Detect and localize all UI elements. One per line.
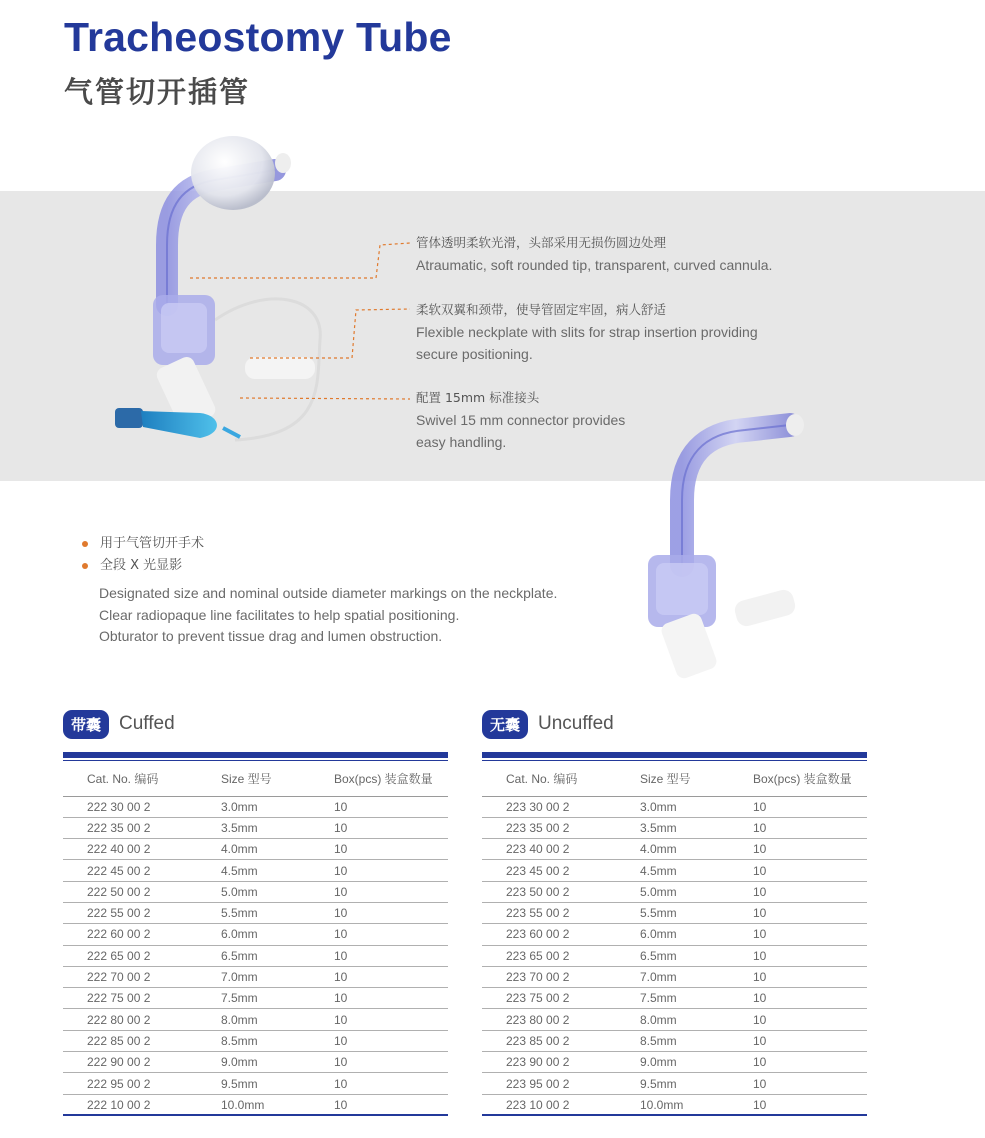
- box-qty-cell: 10: [753, 1009, 867, 1030]
- usage-bullets: [82, 533, 204, 577]
- size-cell: 10.0mm: [221, 1094, 334, 1115]
- cuffed-table-block: [63, 708, 448, 1116]
- table-row: [63, 945, 448, 966]
- table-row: [482, 945, 867, 966]
- cat-no-cell: 223 60 00 2: [482, 924, 640, 945]
- box-qty-cell: 10: [753, 817, 867, 838]
- size-cell: 3.5mm: [221, 817, 334, 838]
- box-qty-cell: 10: [334, 966, 448, 987]
- cat-no-cell: 223 75 00 2: [482, 988, 640, 1009]
- box-qty-cell: 10: [753, 1073, 867, 1094]
- cat-no-cell: 223 65 00 2: [482, 945, 640, 966]
- uncuffed-spec-table: [482, 761, 867, 1116]
- box-qty-cell: 10: [753, 945, 867, 966]
- table-row: [63, 902, 448, 923]
- table-row: [482, 1030, 867, 1051]
- table-row: [63, 966, 448, 987]
- table-row: [63, 860, 448, 881]
- box-qty-cell: 10: [334, 796, 448, 817]
- size-cell: 7.5mm: [640, 988, 753, 1009]
- product-description: Designated size and nominal outside diameter markings on the neckplate. Clear radiopaque line facilitates to help spatial positioning. Obturator to prevent tissue drag and lumen obstruction.: [99, 585, 558, 644]
- table-row: [482, 988, 867, 1009]
- cat-no-cell: 223 80 00 2: [482, 1009, 640, 1030]
- box-qty-cell: 10: [334, 860, 448, 881]
- size-cell: 4.5mm: [221, 860, 334, 881]
- size-cell: 7.0mm: [221, 966, 334, 987]
- box-qty-cell: 10: [753, 796, 867, 817]
- table-row: [482, 924, 867, 945]
- cat-no-cell: 222 45 00 2: [63, 860, 221, 881]
- size-cell: 4.0mm: [640, 839, 753, 860]
- cat-no-cell: 222 40 00 2: [63, 839, 221, 860]
- cat-no-cell: 222 85 00 2: [63, 1030, 221, 1051]
- table-row: [63, 988, 448, 1009]
- cat-no-cell: 223 55 00 2: [482, 902, 640, 923]
- cat-no-cell: 222 10 00 2: [63, 1094, 221, 1115]
- size-cell: 5.5mm: [640, 902, 753, 923]
- table-badge: 带囊: [63, 710, 109, 739]
- box-qty-cell: 10: [753, 1030, 867, 1051]
- table-row: [482, 1009, 867, 1030]
- cat-no-cell: 222 50 00 2: [63, 881, 221, 902]
- table-row: [482, 1073, 867, 1094]
- feature-tip: 管体透明柔软光滑，头部采用无损伤圆边处理 Atraumatic, soft rounded tip, transparent, curved cannula.: [416, 235, 773, 273]
- size-cell: 5.0mm: [640, 881, 753, 902]
- cat-no-cell: 222 75 00 2: [63, 988, 221, 1009]
- table-row: [482, 839, 867, 860]
- size-cell: 6.0mm: [221, 924, 334, 945]
- table-row: [63, 817, 448, 838]
- column-header: Box(pcs) 装盒数量: [753, 761, 867, 796]
- size-cell: 9.0mm: [640, 1052, 753, 1073]
- uncuffed-table-block: [482, 708, 867, 1116]
- cat-no-cell: 223 50 00 2: [482, 881, 640, 902]
- cat-no-cell: 222 65 00 2: [63, 945, 221, 966]
- cat-no-cell: 223 70 00 2: [482, 966, 640, 987]
- box-qty-cell: 10: [334, 924, 448, 945]
- table-row: [63, 924, 448, 945]
- size-cell: 9.0mm: [221, 1052, 334, 1073]
- cat-no-cell: 222 55 00 2: [63, 902, 221, 923]
- box-qty-cell: 10: [334, 817, 448, 838]
- table-top-rule: [63, 752, 448, 758]
- box-qty-cell: 10: [753, 1052, 867, 1073]
- size-cell: 3.0mm: [221, 796, 334, 817]
- box-qty-cell: 10: [753, 839, 867, 860]
- table-row: [482, 966, 867, 987]
- column-header: Cat. No. 编码: [482, 761, 640, 796]
- size-cell: 9.5mm: [640, 1073, 753, 1094]
- box-qty-cell: 10: [334, 1094, 448, 1115]
- table-row: [63, 1073, 448, 1094]
- box-qty-cell: 10: [753, 966, 867, 987]
- box-qty-cell: 10: [334, 1052, 448, 1073]
- cat-no-cell: 223 35 00 2: [482, 817, 640, 838]
- bullet-item: 全段 X 光显影: [82, 555, 204, 577]
- box-qty-cell: 10: [753, 924, 867, 945]
- size-cell: 5.0mm: [221, 881, 334, 902]
- table-label: Cuffed: [119, 713, 175, 734]
- size-cell: 6.5mm: [640, 945, 753, 966]
- table-heading: [482, 708, 867, 740]
- table-row: [482, 902, 867, 923]
- box-qty-cell: 10: [334, 1009, 448, 1030]
- size-cell: 7.0mm: [640, 966, 753, 987]
- table-badge: 无囊: [482, 710, 528, 739]
- box-qty-cell: 10: [753, 860, 867, 881]
- table-row: [482, 1052, 867, 1073]
- box-qty-cell: 10: [334, 1030, 448, 1051]
- cat-no-cell: 222 60 00 2: [63, 924, 221, 945]
- cat-no-cell: 223 10 00 2: [482, 1094, 640, 1115]
- box-qty-cell: 10: [753, 902, 867, 923]
- size-cell: 6.5mm: [221, 945, 334, 966]
- table-row: [63, 881, 448, 902]
- table-row: [482, 1094, 867, 1115]
- size-cell: 8.5mm: [640, 1030, 753, 1051]
- size-cell: 3.5mm: [640, 817, 753, 838]
- size-cell: 8.5mm: [221, 1030, 334, 1051]
- cat-no-cell: 223 85 00 2: [482, 1030, 640, 1051]
- uncuffed-tube-image: [630, 405, 820, 680]
- table-row: [482, 860, 867, 881]
- table-row: [63, 1009, 448, 1030]
- box-qty-cell: 10: [334, 1073, 448, 1094]
- size-cell: 8.0mm: [640, 1009, 753, 1030]
- box-qty-cell: 10: [334, 902, 448, 923]
- box-qty-cell: 10: [753, 1094, 867, 1115]
- cat-no-cell: 222 95 00 2: [63, 1073, 221, 1094]
- cat-no-cell: 222 30 00 2: [63, 796, 221, 817]
- table-header-row: [482, 761, 867, 796]
- cuffed-spec-table: [63, 761, 448, 1116]
- bullet-dot-icon: [82, 563, 88, 569]
- box-qty-cell: 10: [334, 839, 448, 860]
- column-header: Size 型号: [221, 761, 334, 796]
- column-header: Cat. No. 编码: [63, 761, 221, 796]
- box-qty-cell: 10: [753, 881, 867, 902]
- feature-neckplate: 柔软双翼和颈带，使导管固定牢固，病人舒适 Flexible neckplate with slits for strap insertion providing secure positioning.: [416, 302, 758, 362]
- size-cell: 4.0mm: [221, 839, 334, 860]
- box-qty-cell: 10: [334, 881, 448, 902]
- table-row: [63, 796, 448, 817]
- table-row: [482, 881, 867, 902]
- table-header-row: [63, 761, 448, 796]
- page-subtitle: 气管切开插管: [64, 75, 251, 109]
- size-cell: 3.0mm: [640, 796, 753, 817]
- cuffed-tube-image: [105, 135, 355, 455]
- table-row: [482, 796, 867, 817]
- table-label: Uncuffed: [538, 713, 614, 734]
- column-header: Size 型号: [640, 761, 753, 796]
- size-cell: 5.5mm: [221, 902, 334, 923]
- table-row: [63, 1030, 448, 1051]
- size-cell: 10.0mm: [640, 1094, 753, 1115]
- box-qty-cell: 10: [334, 988, 448, 1009]
- cat-no-cell: 223 95 00 2: [482, 1073, 640, 1094]
- cat-no-cell: 222 80 00 2: [63, 1009, 221, 1030]
- bullet-dot-icon: [82, 541, 88, 547]
- table-row: [63, 1052, 448, 1073]
- table-row: [482, 817, 867, 838]
- size-cell: 9.5mm: [221, 1073, 334, 1094]
- table-row: [63, 839, 448, 860]
- size-cell: 7.5mm: [221, 988, 334, 1009]
- box-qty-cell: 10: [334, 945, 448, 966]
- cat-no-cell: 222 35 00 2: [63, 817, 221, 838]
- size-cell: 4.5mm: [640, 860, 753, 881]
- column-header: Box(pcs) 装盒数量: [334, 761, 448, 796]
- size-cell: 8.0mm: [221, 1009, 334, 1030]
- feature-connector: 配置 15mm 标准接头 Swivel 15 mm connector provides easy handling.: [416, 390, 626, 450]
- cat-no-cell: 222 90 00 2: [63, 1052, 221, 1073]
- bullet-item: 用于气管切开手术: [82, 533, 204, 555]
- cat-no-cell: 223 90 00 2: [482, 1052, 640, 1073]
- box-qty-cell: 10: [753, 988, 867, 1009]
- cat-no-cell: 223 30 00 2: [482, 796, 640, 817]
- table-heading: [63, 708, 448, 740]
- size-cell: 6.0mm: [640, 924, 753, 945]
- cat-no-cell: 223 45 00 2: [482, 860, 640, 881]
- cat-no-cell: 222 70 00 2: [63, 966, 221, 987]
- cat-no-cell: 223 40 00 2: [482, 839, 640, 860]
- table-row: [63, 1094, 448, 1115]
- page-title: Tracheostomy Tube: [64, 14, 452, 60]
- table-top-rule: [482, 752, 867, 758]
